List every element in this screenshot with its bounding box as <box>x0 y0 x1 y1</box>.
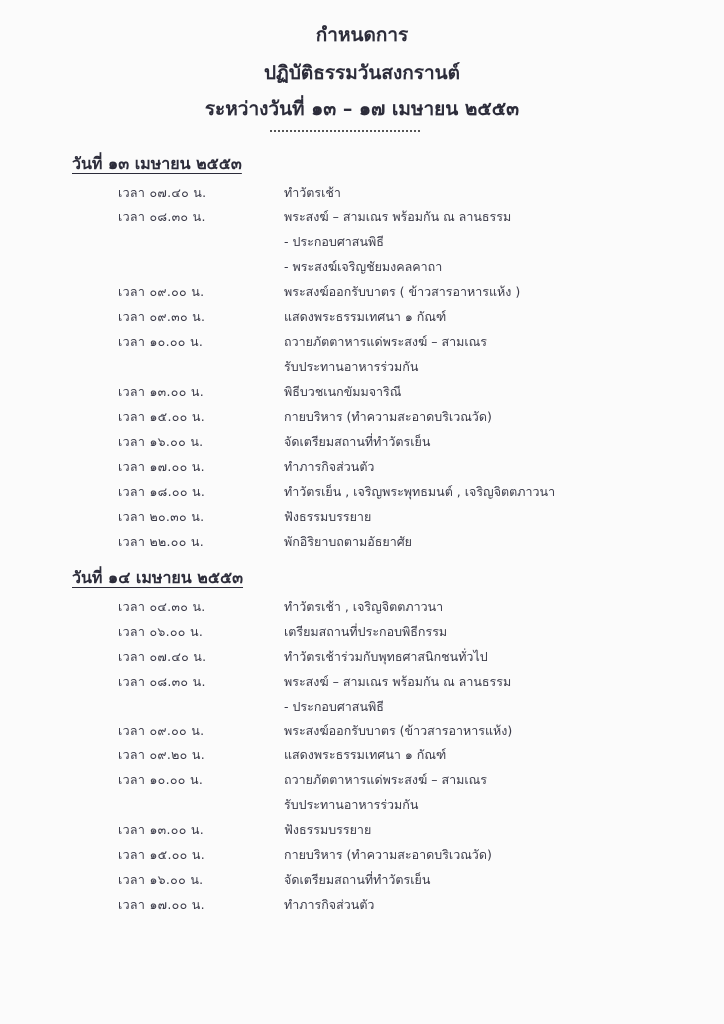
schedule-activity: พักอิริยาบถตามอัธยาศัย <box>284 534 412 549</box>
schedule-activity: - ประกอบศาสนพิธี <box>284 699 384 714</box>
schedule-time: เวลา ๒๒.๐๐ น. <box>118 534 205 549</box>
schedule-activity: แสดงพระธรรมเทศนา ๑ กัณฑ์ <box>284 309 447 324</box>
schedule-activity: พระสงฆ์ออกรับบาตร (ข้าวสารอาหารแห้ง) <box>284 723 513 738</box>
schedule-time: เวลา ๐๗.๔๐ น. <box>118 649 207 664</box>
date-range: ระหว่างวันที่ ๑๓ – ๑๗ เมษายน ๒๕๕๓ <box>204 98 520 120</box>
schedule-activity: พิธีบวชเนกขัมมจาริณี <box>284 384 402 399</box>
schedule-time: เวลา ๑๐.๐๐ น. <box>118 334 204 349</box>
day-heading-14: วันที่ ๑๔ เมษายน ๒๕๕๓ <box>72 568 244 587</box>
schedule-time: เวลา ๐๙.๐๐ น. <box>118 284 205 299</box>
schedule-row <box>0 404 724 428</box>
schedule-time: เวลา ๐๘.๓๐ น. <box>118 674 206 689</box>
schedule-activity: พระสงฆ์ – สามเณร พร้อมกัน ณ ลานธรรม <box>284 209 512 224</box>
schedule-row <box>0 694 724 718</box>
schedule-row <box>0 329 724 353</box>
schedule-activity: รับประทานอาหารร่วมกัน <box>284 359 419 374</box>
schedule-row <box>0 817 724 841</box>
schedule-activity: จัดเตรียมสถานที่ทำวัตรเย็น <box>284 872 431 887</box>
schedule-activity: ทำวัตรเย็น , เจริญพระพุทธมนต์ , เจริญจิตตภาวนา <box>284 484 556 499</box>
schedule-row <box>0 304 724 328</box>
schedule-time: เวลา ๑๖.๐๐ น. <box>118 872 204 887</box>
schedule-activity: พระสงฆ์ออกรับบาตร ( ข้าวสารอาหารแห้ง ) <box>284 284 521 299</box>
schedule-time: เวลา ๑๗.๐๐ น. <box>118 897 205 912</box>
schedule-activity: จัดเตรียมสถานที่ทำวัตรเย็น <box>284 434 431 449</box>
schedule-activity: ทำวัตรเช้า <box>284 185 341 200</box>
schedule-row <box>0 204 724 228</box>
schedule-activity: กายบริหาร (ทำความสะอาดบริเวณวัด) <box>284 409 492 424</box>
schedule-activity: ทำวัตรเช้า , เจริญจิตตภาวนา <box>284 599 444 614</box>
schedule-row <box>0 842 724 866</box>
schedule-row <box>0 454 724 478</box>
document-title: กำหนดการ <box>315 24 409 46</box>
schedule-activity: ทำวัตรเช้าร่วมกับพุทธศาสนิกชนทั่วไป <box>284 649 488 664</box>
schedule-time: เวลา ๐๘.๓๐ น. <box>118 209 206 224</box>
schedule-time: เวลา ๑๓.๐๐ น. <box>118 384 205 399</box>
schedule-time: เวลา ๑๐.๐๐ น. <box>118 772 204 787</box>
schedule-row <box>0 792 724 816</box>
schedule-row <box>0 644 724 668</box>
schedule-activity: - ประกอบศาสนพิธี <box>284 234 384 249</box>
schedule-row <box>0 379 724 403</box>
schedule-activity: ฟังธรรมบรรยาย <box>284 509 372 524</box>
schedule-time: เวลา ๑๘.๐๐ น. <box>118 484 206 499</box>
schedule-time: เวลา ๑๖.๐๐ น. <box>118 434 204 449</box>
schedule-time: เวลา ๐๙.๒๐ น. <box>118 747 205 762</box>
schedule-time: เวลา ๑๕.๐๐ น. <box>118 409 205 424</box>
schedule-activity: ถวายภัตตาหารแด่พระสงฆ์ – สามเณร <box>284 334 487 349</box>
schedule-time: เวลา ๑๕.๐๐ น. <box>118 847 205 862</box>
schedule-activity: กายบริหาร (ทำความสะอาดบริเวณวัด) <box>284 847 492 862</box>
schedule-row <box>0 892 724 916</box>
schedule-time: เวลา ๑๓.๐๐ น. <box>118 822 205 837</box>
schedule-row <box>0 229 724 253</box>
schedule-row <box>0 767 724 791</box>
schedule-row <box>0 279 724 303</box>
schedule-row <box>0 479 724 503</box>
schedule-activity: ถวายภัตตาหารแด่พระสงฆ์ – สามเณร <box>284 772 487 787</box>
schedule-time: เวลา ๐๗.๔๐ น. <box>118 185 207 200</box>
schedule-time: เวลา ๑๗.๐๐ น. <box>118 459 205 474</box>
schedule-row <box>0 180 724 204</box>
schedule-row <box>0 669 724 693</box>
schedule-activity: - พระสงฆ์เจริญชัยมงคลคาถา <box>284 259 443 274</box>
schedule-row <box>0 867 724 891</box>
schedule-time: เวลา ๐๖.๐๐ น. <box>118 624 204 639</box>
day-heading-13: วันที่ ๑๓ เมษายน ๒๕๕๓ <box>72 154 242 173</box>
schedule-row <box>0 354 724 378</box>
schedule-time: เวลา ๐๙.๓๐ น. <box>118 309 206 324</box>
schedule-activity: ทำภารกิจส่วนตัว <box>284 459 375 474</box>
schedule-row <box>0 742 724 766</box>
schedule-row <box>0 504 724 528</box>
schedule-activity: แสดงพระธรรมเทศนา ๑ กัณฑ์ <box>284 747 447 762</box>
dotted-divider <box>270 126 420 132</box>
schedule-time: เวลา ๐๔.๓๐ น. <box>118 599 206 614</box>
schedule-row <box>0 594 724 618</box>
schedule-row <box>0 429 724 453</box>
document-subtitle: ปฏิบัติธรรมวันสงกรานต์ <box>264 62 460 84</box>
schedule-activity: รับประทานอาหารร่วมกัน <box>284 797 419 812</box>
schedule-activity: ฟังธรรมบรรยาย <box>284 822 372 837</box>
schedule-row <box>0 529 724 553</box>
schedule-activity: พระสงฆ์ – สามเณร พร้อมกัน ณ ลานธรรม <box>284 674 512 689</box>
schedule-row <box>0 619 724 643</box>
schedule-activity: ทำภารกิจส่วนตัว <box>284 897 375 912</box>
schedule-time: เวลา ๐๙.๐๐ น. <box>118 723 205 738</box>
schedule-time: เวลา ๒๐.๓๐ น. <box>118 509 205 524</box>
schedule-row <box>0 254 724 278</box>
schedule-row <box>0 718 724 742</box>
schedule-activity: เตรียมสถานที่ประกอบพิธีกรรม <box>284 624 448 639</box>
